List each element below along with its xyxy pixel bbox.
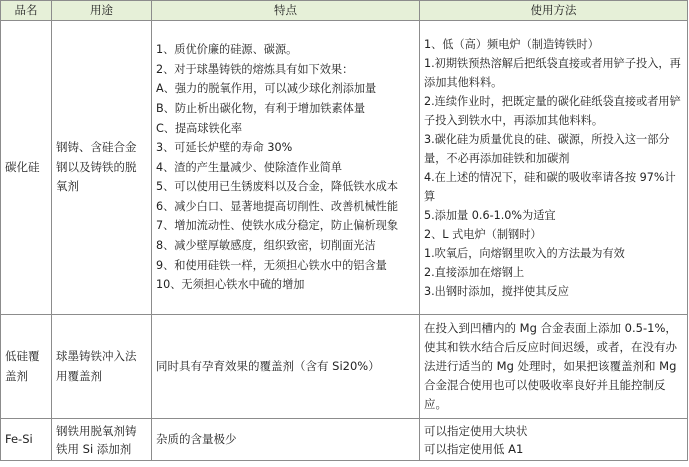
- method-line: 2.连续作业时，把既定量的碳化硅纸袋直接或者用铲子投入到铁水中，再添加其他料料。: [424, 94, 681, 127]
- feature-line: 7、增加流动性、使铁水成分稳定，防止偏析现象: [156, 219, 399, 233]
- table-row: [1, 21, 688, 315]
- feature-line: A、强力的脱氧作用，可以减少球化剂添加量: [156, 82, 377, 96]
- product-name: 低硅覆盖剂: [1, 315, 52, 419]
- feature-line: 3、可延长炉壁的寿命 30%: [156, 141, 293, 155]
- product-name: 碳化硅: [1, 21, 52, 315]
- method-line: 3.出钢时添加，搅拌使其反应: [424, 284, 569, 298]
- table-row: [1, 419, 688, 461]
- method-line: 2、L 式电炉（制钢时）: [424, 227, 542, 241]
- table-row: [1, 315, 688, 419]
- feature-line: 2、对于球墨铸铁的熔炼具有如下效果：: [156, 62, 354, 76]
- header-name: 品名: [1, 1, 52, 21]
- header-method: 使用方法: [420, 1, 688, 21]
- feature-line: 8、减少壁厚敏感度，组织致密，切削面光洁: [156, 239, 376, 253]
- feature-line: 5、可以使用已生锈废料以及合金，降低铁水成本: [156, 180, 399, 194]
- product-name: Fe-Si: [1, 419, 52, 461]
- method-line: 可以指定使用大块状: [424, 423, 528, 438]
- feature-line: 10、无须担心铁水中硫的增加: [156, 278, 305, 292]
- product-use: 球墨铸铁冲入法用覆盖剂: [52, 315, 152, 419]
- product-method: [420, 21, 688, 315]
- feature-line: 6、减少白口、显著地提高切削性、改善机械性能: [156, 199, 399, 213]
- method-line: 1、低（高）频电炉（制造铸铁时）: [424, 37, 599, 51]
- method-line: 2.直接添加在熔钢上: [424, 265, 525, 279]
- product-use: 钢铁用脱氧剂铸铁用 Si 添加剂: [52, 419, 152, 461]
- product-features: [152, 21, 420, 315]
- product-use: 钢铸、含硅合金钢以及铸铁的脱氧剂: [52, 21, 152, 315]
- method-line: 1.吹氧后，向熔钢里吹入的方法最为有效: [424, 246, 625, 260]
- product-features: 杂质的含量极少: [152, 419, 420, 461]
- feature-line: 9、和使用硅铁一样，无须担心铁水中的铝含量: [156, 258, 387, 272]
- product-features: 同时具有孕育效果的覆盖剂（含有 Si20%）: [152, 315, 420, 419]
- method-line: 1.初期铁预热溶解后把纸袋直接或者用铲子投入，再添加其他料料。: [424, 56, 681, 89]
- method-line: 可以指定使用低 A1: [424, 441, 524, 456]
- method-line: 3.碳化硅为质量优良的硅、碳源，所投入这一部分量，不必再添加硅铁和加碳剂: [424, 132, 670, 165]
- feature-line: 4、渣的产生量减少、使除渣作业简单: [156, 160, 343, 174]
- feature-line: 1、质优价廉的硅源、碳源。: [156, 43, 298, 57]
- feature-line: C、提高球铁化率: [156, 121, 243, 135]
- product-method: 在投入到凹槽内的 Mg 合金表面上添加 0.5-1%，使其和铁水结合后反应时间迟缓，或者，在没有办法进行适当的 Mg 处理时，如果把该覆盖剂和 Mg 合金混合使用也可以使吸收率良好并且能控制反应。: [420, 315, 688, 419]
- header-row: [1, 1, 688, 21]
- feature-line: B、防止析出碳化物，有利于增加铁素体量: [156, 101, 366, 115]
- header-use: 用途: [52, 1, 152, 21]
- header-features: 特点: [152, 1, 420, 21]
- method-line: 4.在上述的情况下，硅和碳的吸收率请各按 97%计算: [424, 170, 676, 203]
- product-method: [420, 419, 688, 461]
- method-line: 5.添加量 0.6-1.0%为适宜: [424, 208, 556, 222]
